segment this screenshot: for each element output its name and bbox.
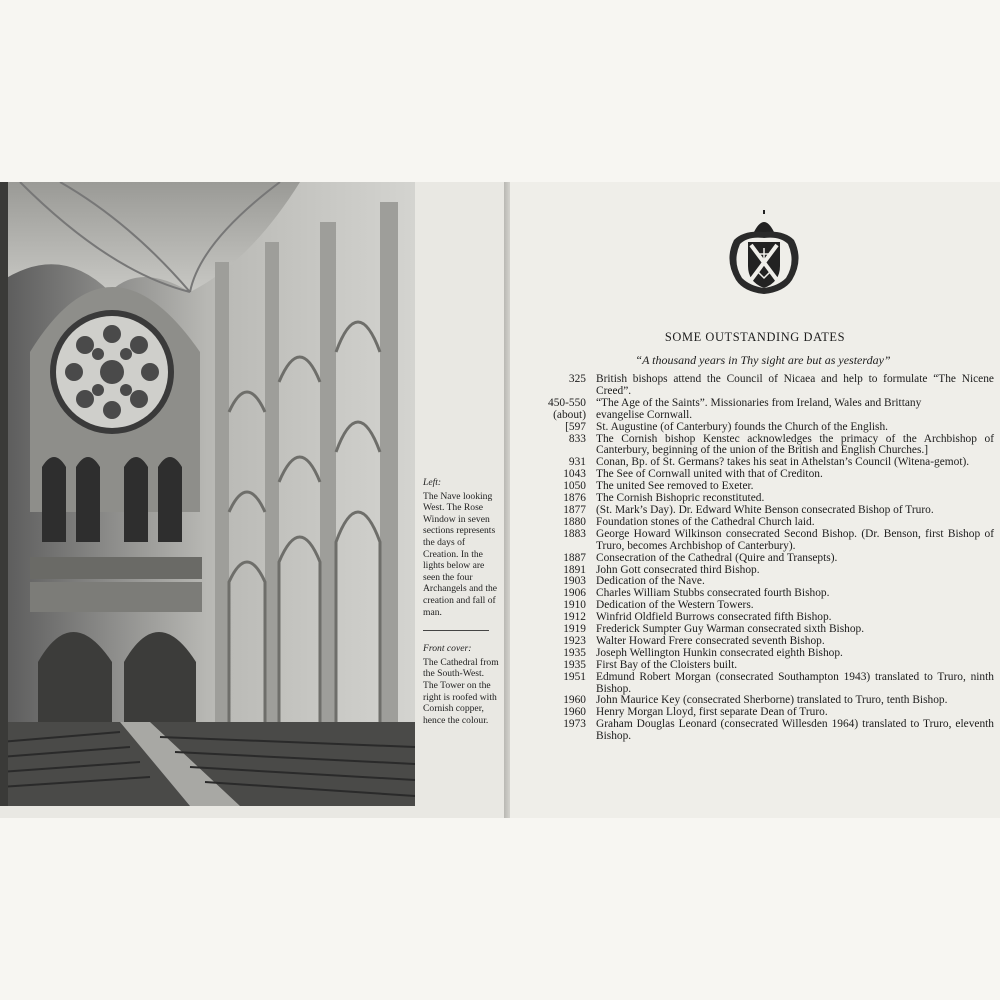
left-page xyxy=(0,182,504,818)
date-entry xyxy=(544,553,994,565)
coat-of-arms-icon xyxy=(724,210,804,296)
date-text: The Cornish Bishopric reconstituted. xyxy=(596,492,765,505)
date-text: The united See removed to Exeter. xyxy=(596,480,754,493)
date-entry xyxy=(544,374,994,398)
date-year: 1912 xyxy=(563,611,586,624)
date-year: 1960 xyxy=(563,706,586,719)
date-text: Dedication of the Nave. xyxy=(596,575,705,588)
date-year: 1973 xyxy=(563,718,586,731)
date-entry xyxy=(544,398,994,410)
date-entry xyxy=(544,529,994,553)
date-year: (about) xyxy=(553,408,586,421)
date-year: 1903 xyxy=(563,575,586,588)
date-text: St. Augustine (of Canterbury) founds the Church of the English. xyxy=(596,420,889,433)
date-text: Joseph Wellington Hunkin consecrated eighth Bishop. xyxy=(596,646,843,659)
date-text: “The Age of the Saints”. Missionaries from Ireland, Wales and Brittany xyxy=(596,396,922,409)
date-text: First Bay of the Cloisters built. xyxy=(596,658,738,671)
date-text: Edmund Robert Morgan (consecrated Southampton 1943) translated to Truro, ninth Bishop. xyxy=(596,670,994,695)
date-year: 450-550 xyxy=(548,396,586,409)
date-year: 1951 xyxy=(563,670,586,683)
date-year: 1906 xyxy=(563,587,586,600)
nave-photograph xyxy=(0,182,415,806)
date-entry xyxy=(544,660,994,672)
date-year: 1877 xyxy=(563,503,586,516)
date-text: Graham Douglas Leonard (consecrated Willesden 1964) translated to Truro, eleventh Bishop. xyxy=(596,718,994,743)
date-year: 325 xyxy=(568,373,586,385)
date-entry xyxy=(544,648,994,660)
date-text: Henry Morgan Lloyd, first separate Dean of Truro. xyxy=(596,706,828,719)
date-year: 1887 xyxy=(563,551,586,564)
caption-front-body: The Cathedral from the South-West. The Tower on the right is roofed with Cornish copper, hence the colour. xyxy=(423,656,499,726)
date-entry xyxy=(544,517,994,529)
date-year: 1935 xyxy=(563,658,586,671)
date-text: George Howard Wilkinson consecrated Second Bishop. (Dr. Benson, first Bishop of Truro, becomes Archbishop of Canterbury). xyxy=(596,527,994,552)
date-entry xyxy=(544,422,994,434)
date-entry xyxy=(544,434,994,458)
date-text: Foundation stones of the Cathedral Church laid. xyxy=(596,515,815,528)
date-year: 931 xyxy=(568,456,586,469)
date-year: 1880 xyxy=(563,515,586,528)
date-year: 1960 xyxy=(563,694,586,707)
date-year: 1919 xyxy=(563,623,586,636)
section-title: SOME OUTSTANDING DATES xyxy=(664,330,846,344)
epigraph: “A thousand years in Thy sight are but as yesterday” xyxy=(635,353,891,367)
date-text: evangelise Cornwall. xyxy=(596,408,693,421)
date-year: 1891 xyxy=(563,563,586,576)
date-entry xyxy=(544,410,994,422)
date-text: Winfrid Oldfield Burrows consecrated fifth Bishop. xyxy=(596,611,832,624)
date-entry xyxy=(544,672,994,696)
booklet-spread xyxy=(0,182,1000,818)
date-year: 1876 xyxy=(563,492,586,505)
date-text: Charles William Stubbs consecrated fourth Bishop. xyxy=(596,587,830,600)
date-entry xyxy=(544,719,994,743)
date-text: John Gott consecrated third Bishop. xyxy=(596,563,760,576)
date-text: The Cornish bishop Kenstec acknowledges the primacy of the Archbishop of Canterbury, beginning of the union of the British and English Churches.] xyxy=(596,432,994,457)
date-year: 1935 xyxy=(563,646,586,659)
caption-front-head: Front cover: xyxy=(423,643,472,655)
date-text: Conan, Bp. of St. Germans? takes his seat in Athelstan’s Council (Witena-gemot). xyxy=(596,456,970,469)
caption-left-body: The Nave looking West. The Rose Window in seven sections represents the days of Creation. In the lights below are seen the four Archangels and the creation and fall of man. xyxy=(423,490,498,618)
date-text: Walter Howard Frere consecrated seventh Bishop. xyxy=(596,634,825,647)
date-text: Frederick Sumpter Guy Warman consecrated sixth Bishop. xyxy=(596,623,865,636)
caption-divider xyxy=(423,630,489,631)
dates-list xyxy=(544,374,994,743)
date-text: (St. Mark’s Day). Dr. Edward White Benson consecrated Bishop of Truro. xyxy=(596,503,934,516)
date-year: [597 xyxy=(565,420,586,433)
date-text: Dedication of the Western Towers. xyxy=(596,599,754,612)
date-year: 833 xyxy=(568,432,586,445)
photo-captions xyxy=(423,477,501,728)
date-year: 1050 xyxy=(563,480,586,493)
caption-left-head: Left: xyxy=(423,477,442,488)
date-text: The See of Cornwall united with that of Crediton. xyxy=(596,468,823,481)
date-year: 1923 xyxy=(563,634,586,647)
date-text: John Maurice Key (consecrated Sherborne) translated to Truro, tenth Bishop. xyxy=(596,694,948,707)
date-year: 1883 xyxy=(563,527,586,540)
date-text: Consecration of the Cathedral (Quire and Transepts). xyxy=(596,551,838,564)
date-text: British bishops attend the Council of Nicaea and help to formulate “The Nicene Creed”. xyxy=(596,373,994,397)
date-year: 1043 xyxy=(563,468,586,481)
date-year: 1910 xyxy=(563,599,586,612)
right-page xyxy=(510,182,1000,818)
